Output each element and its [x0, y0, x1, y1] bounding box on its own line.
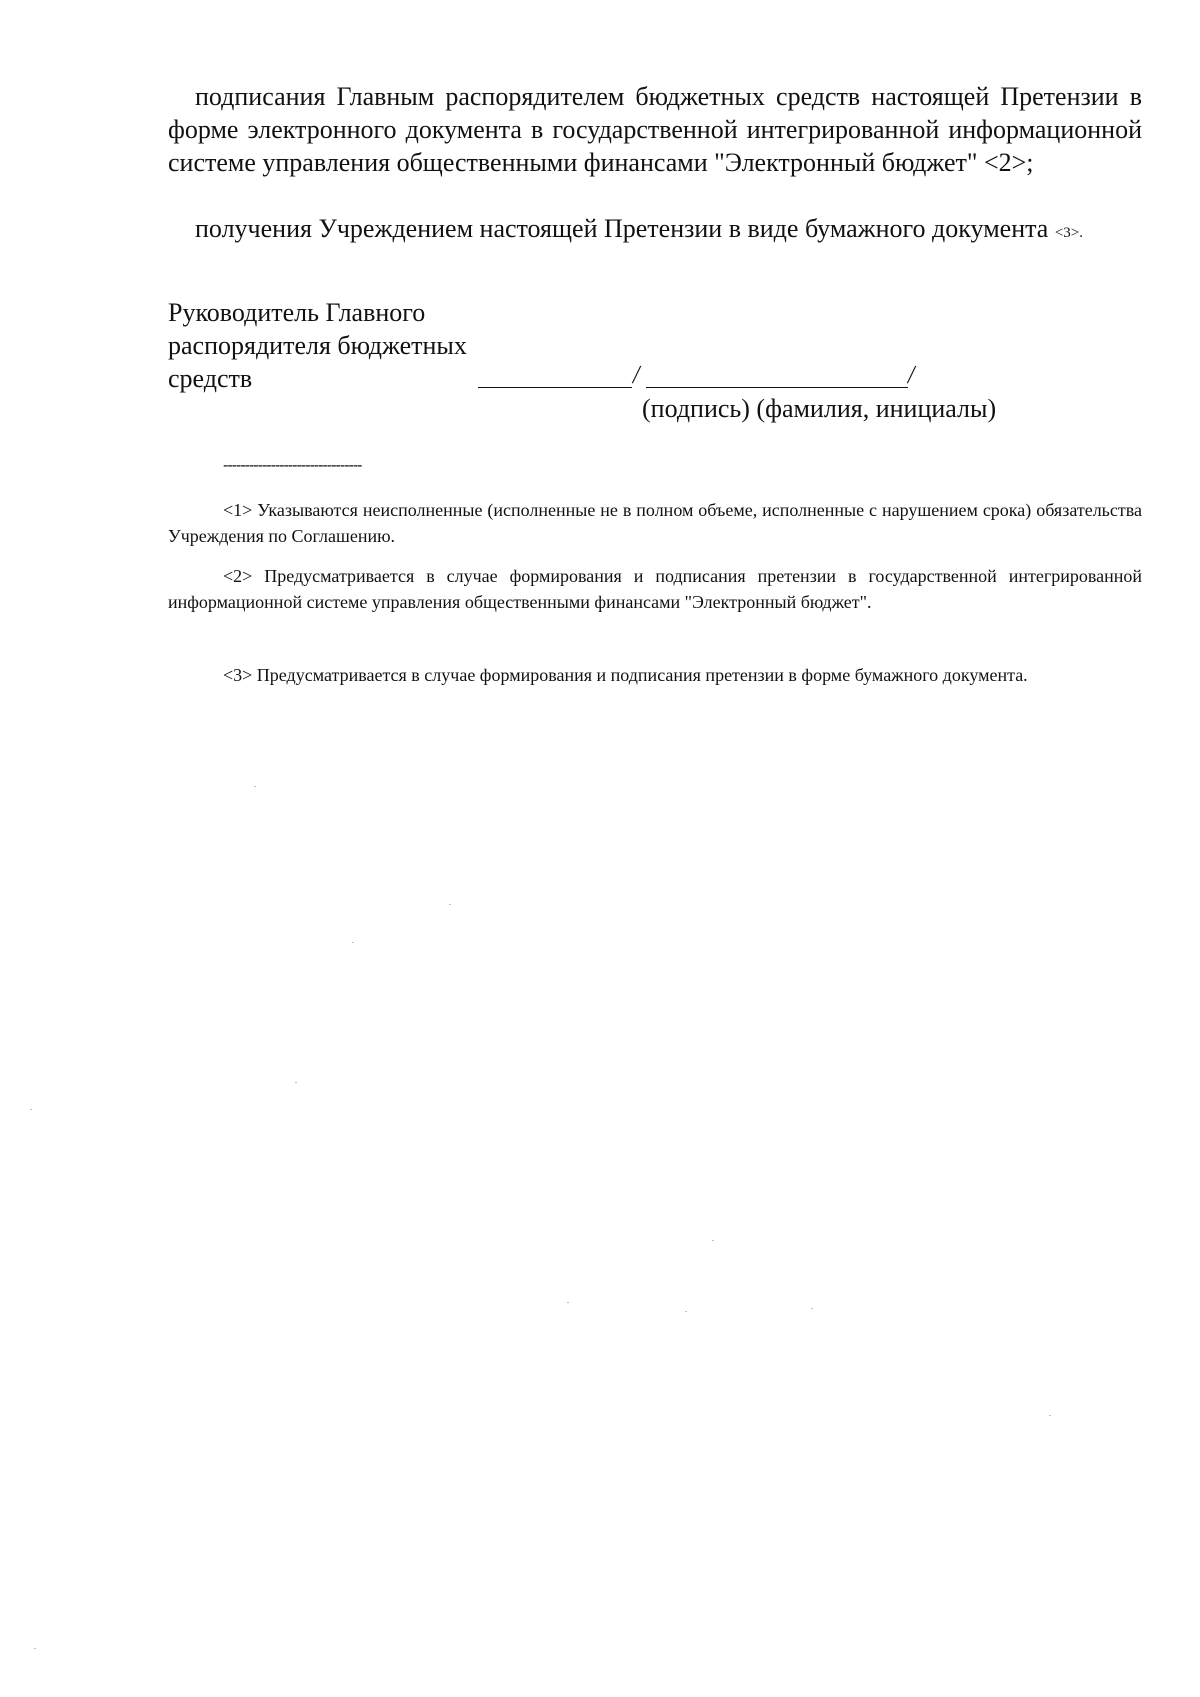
scan-speck: [712, 1240, 714, 1241]
scan-speck: [295, 1082, 297, 1083]
scan-speck: [1049, 1415, 1051, 1416]
scan-speck: [254, 786, 256, 787]
footnote-reference-3: <3>.: [1054, 225, 1083, 241]
scan-speck: [352, 942, 354, 943]
signature-blank-line: [478, 387, 632, 388]
paragraph-electronic-signing: подписания Главным распорядителем бюджетных средств настоящей Претензии в форме электронного документа в государственной интегрированной информационной системе управления общественными финансами "Электронный бюджет" <2>;: [168, 82, 1142, 177]
scan-speck: [34, 1648, 36, 1649]
scan-speck: [30, 1109, 32, 1110]
paragraph-paper-receipt: [168, 212, 1142, 250]
footnote-3: <3> Предусматривается в случае формирования и подписания претензии в форме бумажного документа.: [223, 665, 1028, 685]
signature-separator: /: [905, 360, 918, 389]
name-blank-line: [646, 387, 908, 388]
signature-lines: [478, 358, 938, 392]
scan-speck: [567, 1302, 569, 1303]
signatory-title-line: распорядителя бюджетных: [168, 331, 467, 360]
footnote-divider: --------------------------------: [223, 457, 362, 474]
paragraph-paper-receipt-text: получения Учреждением настоящей Претензии в виде бумажного документа: [195, 214, 1049, 243]
scan-speck: [685, 1311, 687, 1312]
signatory-title-line: Руководитель Главного: [168, 298, 426, 327]
footnote-1: <1> Указываются неисполненные (исполненные не в полном объеме, исполненные с нарушением срока) обязательства Учреждения по Соглашению.: [168, 500, 1142, 546]
scan-speck: [811, 1308, 813, 1309]
signatory-title: [168, 296, 528, 395]
signature-separator: /: [630, 360, 643, 389]
scan-speck: [449, 904, 451, 905]
signatory-title-line: средств: [168, 364, 253, 393]
footnote-2: <2> Предусматривается в случае формирования и подписания претензии в государственной интегрированной информационной системе управления общественными финансами "Электронный бюджет".: [168, 566, 1142, 612]
signature-caption: (подпись) (фамилия, инициалы): [642, 394, 997, 423]
